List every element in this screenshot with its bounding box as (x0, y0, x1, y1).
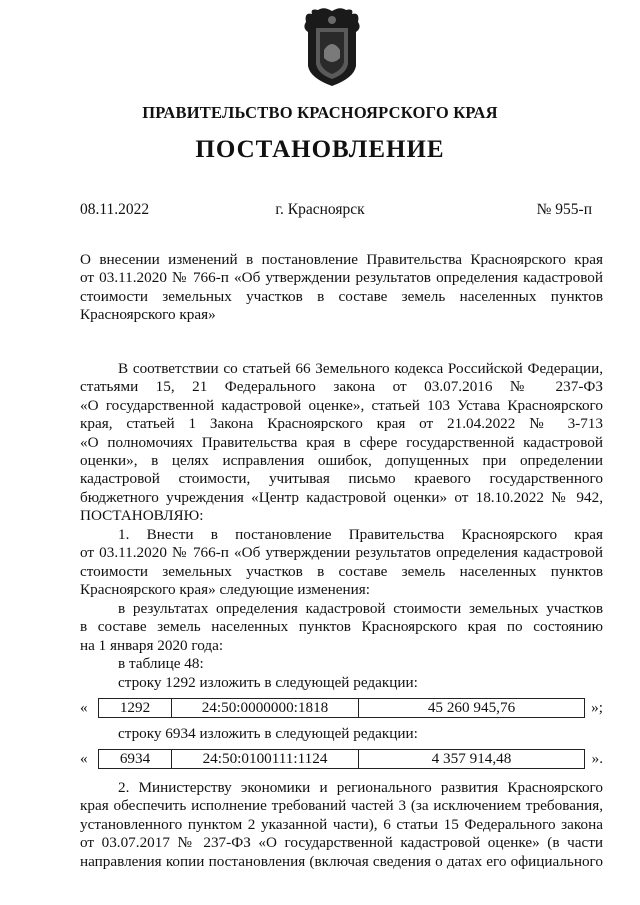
item-2-line: от 03.07.2017 № 237-ФЗ «О государственной кадастровой оценке» (в части (80, 834, 603, 852)
table-row (98, 749, 585, 769)
table-row (98, 698, 585, 718)
row-1292-intro: строку 1292 изложить в следующей редакции: (118, 674, 418, 691)
item-1-line: стоимости земельных участков в составе земель населенных пунктов (80, 562, 603, 580)
document-number: № 955-п (536, 201, 592, 218)
item-2-line: края обеспечить исполнение требований частей 3 (за исключением требования, (80, 797, 603, 815)
cadastral-number-cell: 24:50:0100111:1124 (172, 750, 359, 768)
open-quote: « (80, 699, 88, 716)
item-2-line: направления копии постановления (включая сведения о датах его официального (80, 852, 603, 870)
close-quote: ». (591, 750, 603, 767)
table-row-1292 (80, 698, 603, 718)
table-reference: в таблице 48: (118, 655, 204, 672)
subject-line: от 03.11.2020 № 766-п «Об утверждении результатов определения кадастровой (80, 269, 603, 287)
subject-line: Красноярского края» (80, 306, 216, 324)
preamble-line: ПОСТАНОВЛЯЮ: (80, 507, 204, 525)
item-2-line: установленного пунктом 2 указанной части), 6 статьи 15 Федерального закона (80, 815, 603, 833)
document-date: 08.11.2022 (80, 201, 150, 218)
results-intro-line: в результатах определения кадастровой стоимости земельных участков (118, 600, 603, 617)
item-2-block (80, 779, 603, 871)
preamble-line: оценки», в целях исправления ошибок, допущенных при определении (80, 452, 603, 470)
document-city: г. Красноярск (275, 201, 365, 218)
subject-line: стоимости земельных участков в составе земель населенных пунктов (80, 287, 603, 305)
preamble-line: края, статьей 1 Закона Красноярского края от 21.04.2022 № 3-713 (80, 415, 603, 433)
row-6934-intro: строку 6934 изложить в следующей редакции: (118, 725, 418, 742)
document-type-title: ПОСТАНОВЛЕНИЕ (195, 136, 445, 163)
item-1-line: Красноярского края» следующие изменения: (80, 581, 370, 599)
preamble-line: бюджетного учреждения «Центр кадастровой оценки» от 18.10.2022 № 942, (80, 488, 603, 506)
organization-title: ПРАВИТЕЛЬСТВО КРАСНОЯРСКОГО КРАЯ (142, 103, 498, 122)
row-number-cell: 1292 (99, 699, 172, 717)
preamble-line: кадастровой стоимости, учитывая письмо краевого государственного (80, 470, 603, 488)
row-number-cell: 6934 (99, 750, 172, 768)
close-quote: »; (591, 699, 603, 716)
results-intro-line: в составе земель населенных пунктов Красноярского края по состоянию (80, 618, 603, 636)
subject-line: О внесении изменений в постановление Правительства Красноярского края (80, 251, 603, 268)
preamble-block (80, 360, 603, 526)
coat-of-arms-emblem (300, 6, 364, 88)
preamble-line: «О государственной кадастровой оценке», статьей 103 Устава Красноярского (80, 396, 603, 414)
results-intro-line: на 1 января 2020 года: (80, 636, 224, 654)
item-1-line: 1. Внести в постановление Правительства Красноярского края (118, 526, 603, 543)
cadastral-value-cell: 45 260 945,76 (427, 699, 516, 716)
cadastral-value-cell: 4 357 914,48 (431, 750, 512, 767)
table-row-6934 (80, 749, 603, 769)
preamble-line: статьями 15, 21 Федерального закона от 03.07.2016 № 237-ФЗ (80, 378, 603, 396)
results-intro-block (80, 600, 603, 655)
preamble-line: «О полномочиях Правительства края в сфере государственной кадастровой (80, 433, 603, 451)
item-1-block (80, 526, 603, 600)
item-1-line: от 03.11.2020 № 766-п «Об утверждении результатов определения кадастровой (80, 544, 603, 562)
cadastral-number-cell: 24:50:0000000:1818 (172, 699, 359, 717)
open-quote: « (80, 750, 88, 767)
item-2-line: 2. Министерству экономики и регионального развития Красноярского (118, 779, 603, 796)
preamble-line: В соответствии со статьей 66 Земельного кодекса Российской Федерации, (118, 360, 603, 377)
subject-block (80, 251, 603, 325)
